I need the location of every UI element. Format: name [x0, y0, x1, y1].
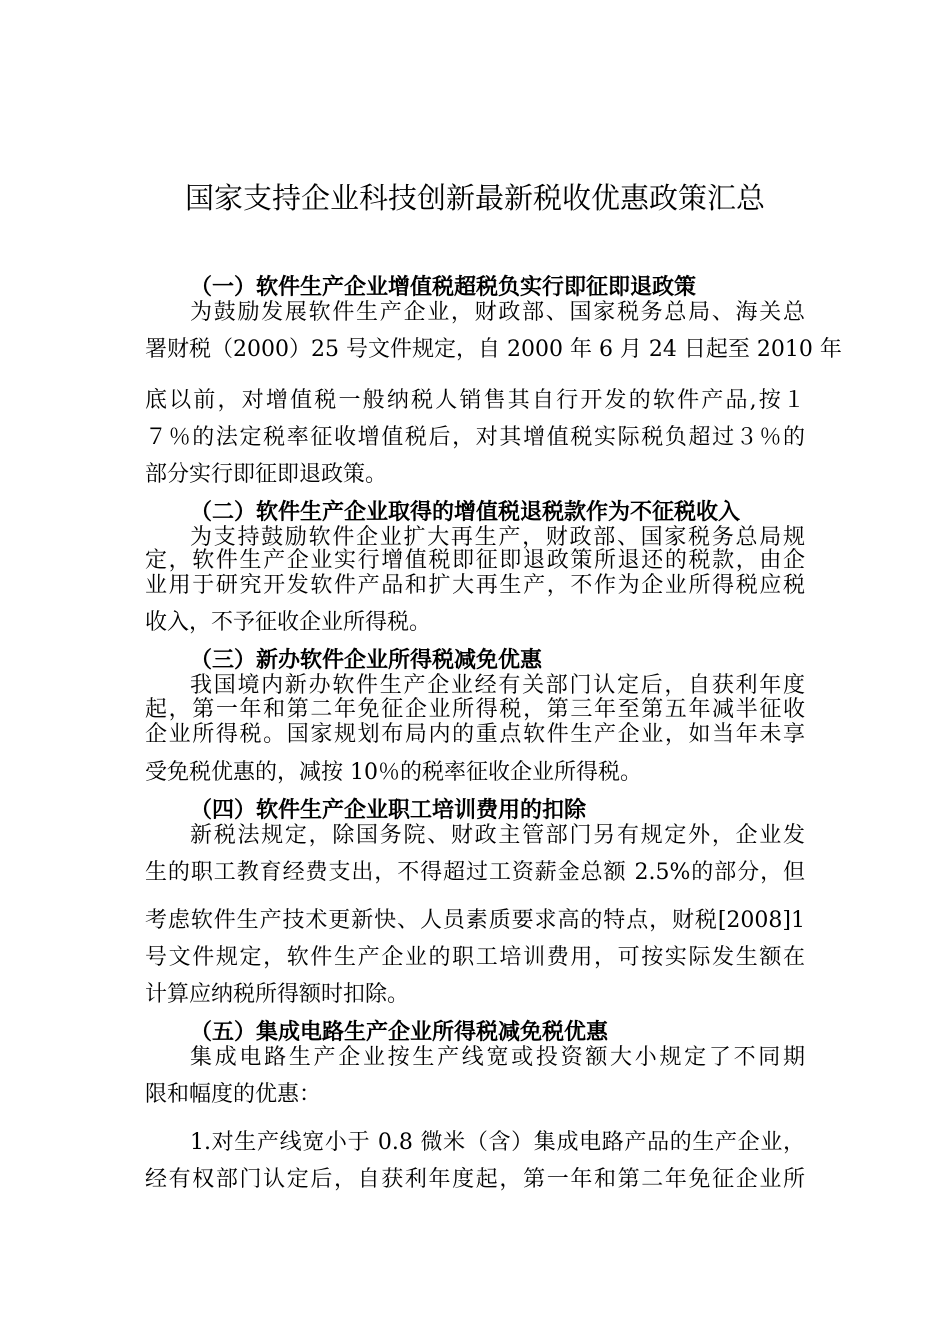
section-heading: （二）软件生产企业取得的增值税退税款作为不征税收入	[190, 499, 741, 525]
paragraph-line: 限和幅度的优惠：	[145, 1082, 322, 1107]
paragraph-line: 受免税优惠的，减按 10％的税率征收企业所得税。	[145, 760, 642, 785]
section-heading: （四）软件生产企业职工培训费用的扣除	[190, 797, 587, 823]
paragraph-line: 署财税（2000）25 号文件规定，自 2000 年 6 月 24 日起至 2010 年	[145, 337, 842, 362]
paragraph-line: 企业所得税。国家规划布局内的重点软件生产企业，如当年未享	[145, 722, 805, 747]
paragraph-line: 部分实行即征即退政策。	[145, 462, 388, 487]
paragraph-line: 考虑软件生产技术更新快、人员素质要求高的特点，财税[2008]1	[145, 908, 805, 933]
paragraph-line: 定，软件生产企业实行增值税即征即退政策所退还的税款，由企	[145, 548, 805, 573]
paragraph-line: 底以前，对增值税一般纳税人销售其自行开发的软件产品,按１	[145, 388, 805, 413]
paragraph-line: 号文件规定，软件生产企业的职工培训费用，可按实际发生额在	[145, 945, 805, 970]
paragraph-line: 起，第一年和第二年免征企业所得税，第三年至第五年减半征收	[145, 697, 805, 722]
paragraph-line: 业用于研究开发软件产品和扩大再生产，不作为企业所得税应税	[145, 573, 805, 598]
paragraph-line: 集成电路生产企业按生产线宽或投资额大小规定了不同期	[190, 1045, 805, 1070]
section-heading: （一）软件生产企业增值税超税负实行即征即退政策	[190, 274, 697, 300]
paragraph-line: 为支持鼓励软件企业扩大再生产，财政部、国家税务总局规	[190, 525, 805, 550]
paragraph-line: 经有权部门认定后，自获利年度起，第一年和第二年免征企业所	[145, 1167, 805, 1192]
paragraph-line: 生的职工教育经费支出，不得超过工资薪金总额 2.5%的部分，但	[145, 860, 805, 885]
paragraph-line: 收入，不予征收企业所得税。	[145, 610, 432, 635]
paragraph-line: 新税法规定，除国务院、财政主管部门另有规定外，企业发	[190, 823, 805, 848]
paragraph-line: 计算应纳税所得额时扣除。	[145, 982, 410, 1007]
paragraph-line: ７％的法定税率征收增值税后，对其增值税实际税负超过３％的	[145, 425, 805, 450]
paragraph-line: 为鼓励发展软件生产企业，财政部、国家税务总局、海关总	[190, 300, 805, 325]
section-heading: （五）集成电路生产企业所得税减免税优惠	[190, 1019, 609, 1045]
document-title: 国家支持企业科技创新最新税收优惠政策汇总	[184, 181, 765, 215]
paragraph-line: 1.对生产线宽小于 0.8 微米（含）集成电路产品的生产企业，	[190, 1130, 805, 1155]
section-heading: （三）新办软件企业所得税减免优惠	[190, 647, 543, 673]
paragraph-line: 我国境内新办软件生产企业经有关部门认定后，自获利年度	[190, 673, 805, 698]
